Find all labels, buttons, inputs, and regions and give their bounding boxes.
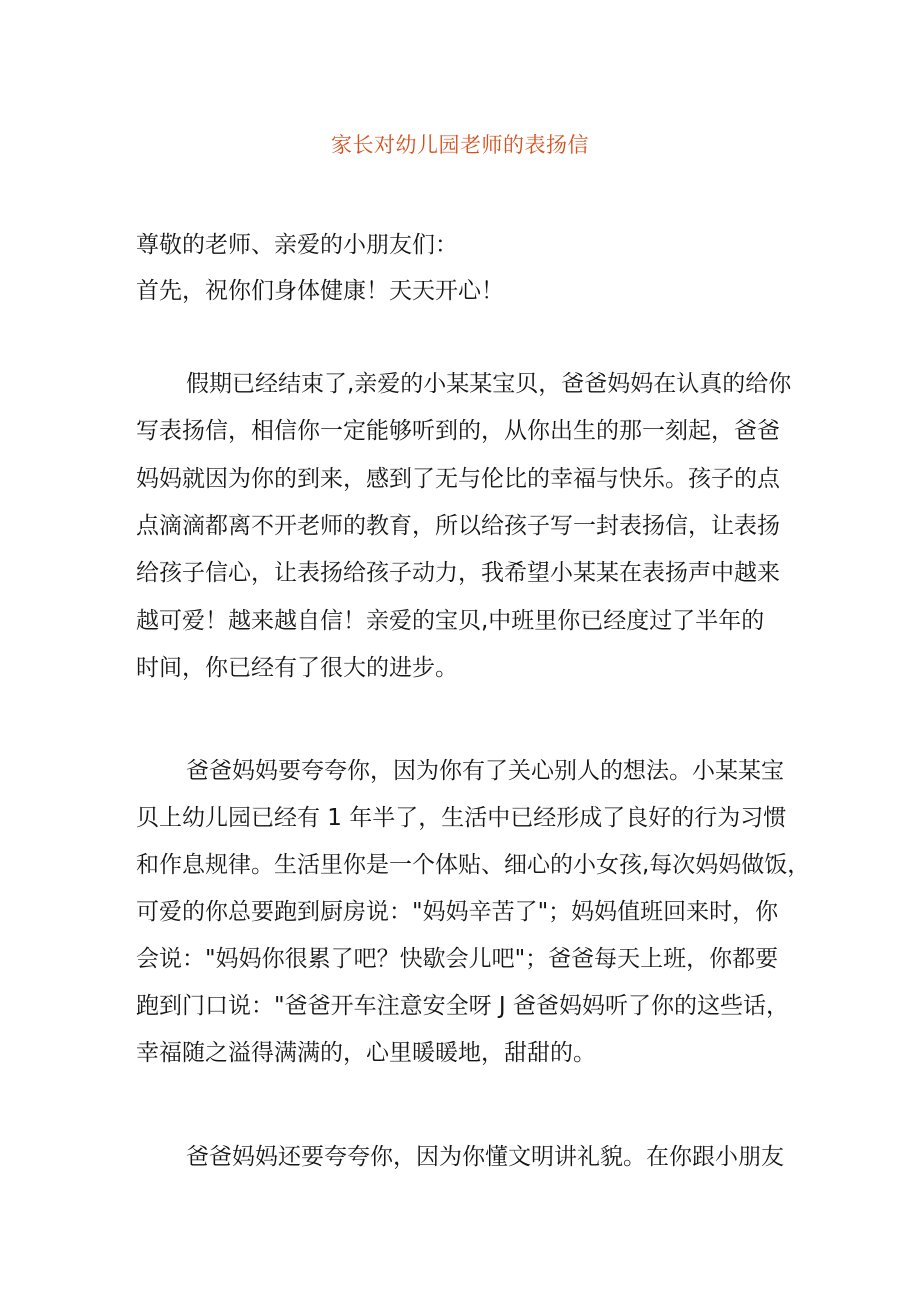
paragraph-1-line-1: 假期已经结束了,亲爱的小某某宝贝，爸爸妈妈在认真的给你 xyxy=(186,371,792,397)
paragraph-1-line-2: 写表扬信，相信你一定能够听到的，从你出生的那一刻起，爸爸 xyxy=(136,418,780,444)
greeting-line: 尊敬的老师、亲爱的小朋友们： xyxy=(136,232,458,258)
paragraph-2-line-6: 跑到门口说："爸爸开车注意安全呀 J 爸爸妈妈听了你的这些话， xyxy=(136,993,789,1019)
paragraph-2-line-1: 爸爸妈妈要夸夸你，因为你有了关心别人的想法。小某某宝 xyxy=(186,758,784,784)
paragraph-1-line-3: 妈妈就因为你的到来，感到了无与伦比的幸福与快乐。孩子的点 xyxy=(136,466,780,492)
paragraph-2-line-7: 幸福随之溢得满满的，心里暖暖地，甜甜的。 xyxy=(136,1040,596,1066)
paragraph-1-line-7: 时间，你已经有了很大的进步。 xyxy=(136,655,458,681)
paragraph-1-line-5: 给孩子信心，让表扬给孩子动力，我希望小某某在表扬声中越来 xyxy=(136,560,780,586)
document-title: 家长对幼儿园老师的表扬信 xyxy=(331,133,589,157)
paragraph-2-line-5: 会说："妈妈你很累了吧？快歇会儿吧"；爸爸每天上班，你都要 xyxy=(136,946,779,972)
paragraph-1-line-4: 点滴滴都离不开老师的教育，所以给孩子写一封表扬信，让表扬 xyxy=(136,513,780,539)
paragraph-1-line-6: 越可爱！越来越自信！亲爱的宝贝,中班里你已经度过了半年的 xyxy=(136,608,765,634)
paragraph-2-line-3: 和作息规律。生活里你是一个体贴、细心的小女孩,每次妈妈做饭， xyxy=(136,852,811,878)
paragraph-2-line-4: 可爱的你总要跑到厨房说："妈妈辛苦了"；妈妈值班回来时，你 xyxy=(136,899,779,925)
paragraph-2-line-2: 贝上幼儿园已经有 1 年半了，生活中已经形成了良好的行为习惯 xyxy=(136,805,787,831)
paragraph-3-line-1: 爸爸妈妈还要夸夸你，因为你懂文明讲礼貌。在你跟小朋友 xyxy=(186,1144,784,1170)
wish-line: 首先，祝你们身体健康！天天开心！ xyxy=(136,278,504,304)
